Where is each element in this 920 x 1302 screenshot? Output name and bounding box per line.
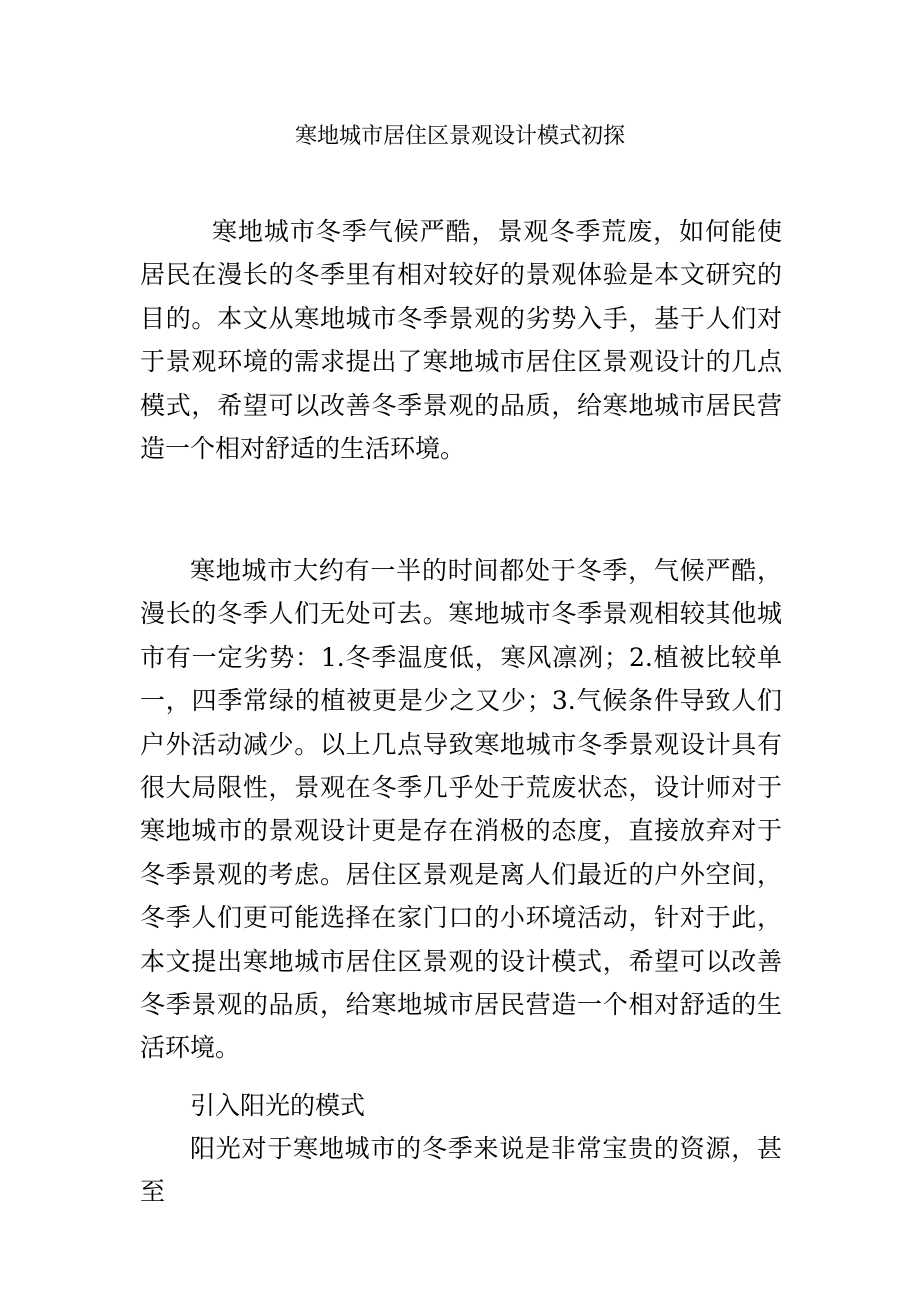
document-title: 寒地城市居住区景观设计模式初探 [294,124,625,149]
section-paragraph: 阳光对于寒地城市的冬季来说是非常宝贵的资源，甚至 [140,1134,782,1207]
section-heading: 引入阳光的模式 [190,1091,366,1120]
intro-paragraph: 寒地城市大约有一半的时间都处于冬季，气候严酷，漫长的冬季人们无处可去。寒地城市冬季景观相较其他城市有一定劣势：1.冬季温度低，寒风凛冽；2.植被比较单一，四季常绿的植被更是少之又少；3.气候条件导致人们户外活动减少。以上几点导致寒地城市冬季景观设计具有很大局限性，景观在冬季几乎处于荒废状态，设计师对于寒地城市的景观设计更是存在消极的态度，直接放弃对于冬季景观的考虑。居住区景观是离人们最近的户外空间，冬季人们更可能选择在家门口的小环境活动，针对于此，本文提出寒地城市居住区景观的设计模式，希望可以改善冬季景观的品质，给寒地城市居民营造一个相对舒适的生活环境。 [140,556,782,1063]
abstract-paragraph: 寒地城市冬季气候严酷，景观冬季荒废，如何能使居民在漫长的冬季里有相对较好的景观体验是本文研究的目的。本文从寒地城市冬季景观的劣势入手，基于人们对于景观环境的需求提出了寒地城市居住区景观设计的几点模式，希望可以改善冬季景观的品质，给寒地城市居民营造一个相对舒适的生活环境。 [140,217,782,464]
